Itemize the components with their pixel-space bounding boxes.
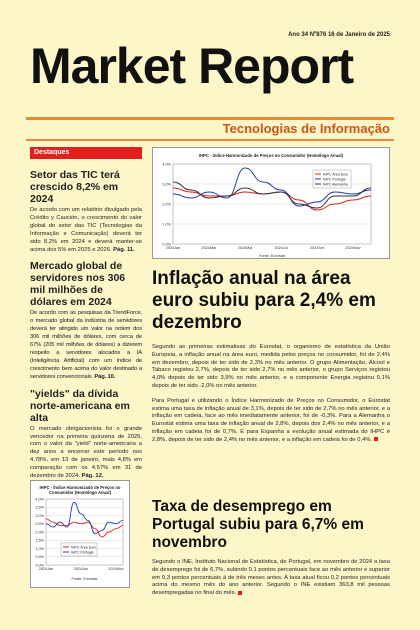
sidebar-item — [30, 260, 142, 381]
x-tick-label: 2024Mai — [237, 245, 253, 250]
sidebar-item — [30, 388, 142, 481]
y-tick-label: 4,0% — [162, 162, 171, 167]
masthead-title: Market Report — [30, 38, 354, 94]
top-chart-plot — [153, 160, 389, 258]
sidebar-item-title: Mercado global de servidores nos 306 mil milhões de dólares em 2024 — [30, 260, 126, 309]
x-tick-label: 2024Jan — [38, 566, 54, 571]
x-tick-label: 2024Jul — [274, 245, 288, 250]
subtitle-rule — [26, 139, 394, 141]
legend-label: IHPC Portugal — [323, 177, 346, 182]
y-tick-label: 4,0% — [35, 497, 44, 502]
article-title: Inflação anual na área euro subiu para 2,4% em dezembro — [152, 268, 376, 333]
small-chart-title-2: Consumidor (Homólogo Anual) — [49, 490, 111, 495]
sidebar-item-title: Setor das TIC terá crescido 8,2% em 2024 — [30, 169, 120, 205]
x-tick-label: 2024Jun — [73, 566, 89, 571]
y-tick-label: 2,0% — [162, 202, 171, 207]
x-tick-label: 2024Nov — [108, 566, 124, 571]
article-unemployment — [152, 498, 390, 598]
y-tick-label: 3,5% — [35, 505, 44, 510]
end-mark — [238, 591, 242, 595]
sidebar-item-title: "yields" da dívida norte-americana em alta — [30, 387, 130, 424]
top-chart-title: IHPC - Índice Harmonizado de Preços no Consumidor (Homólogo Anual) — [198, 153, 344, 158]
chart-source: Fonte: Eurostat — [259, 254, 285, 258]
end-mark — [374, 437, 378, 441]
small-chart-title-1: IHPC - Índice Harmonizado de Preços no — [39, 485, 121, 490]
article-inflation — [152, 268, 390, 445]
x-tick-label: 2024Jan — [165, 245, 181, 250]
legend-label: IHPC Área Euro — [71, 545, 97, 550]
y-tick-label: 1,5% — [35, 538, 44, 543]
y-tick-label: 3,0% — [35, 513, 44, 518]
y-tick-label: 2,0% — [35, 530, 44, 535]
y-tick-label: 3,0% — [162, 182, 171, 187]
legend-label: IHPC Alemanha — [323, 182, 348, 187]
sidebar-item-text: O mercado obrigacionista foi o grande vencedor na primeira quinzena de 2025, com o valor da "yield" norte-americana a dez anos a encerrar este período nos 4,78%, em 13 de janeiro, mais 4,8% em comparação com os 4,57% em 31 de dezembro de 2024. Pág. 12. — [30, 425, 142, 480]
y-tick-label: 0,0% — [35, 563, 44, 568]
sidebar — [30, 147, 142, 481]
y-tick-label: 1,0% — [35, 546, 44, 551]
article-paragraph: Segundo o INE, Instituto Nacional de Estatística, de Portugal, em novembro de 2024 a taxa de desemprego foi de 6,7%, subindo 0,1 pontos percentuais face ao mês anterior e superior em 0,3 pontos percentuais à de três meses antes. A taxa atual ficou 0,2 pontos percentuais acima do mesmo mês do ano anterior. Segundo o INE existiam 363,8 mil pessoas desempregadas no final do mês. — [152, 559, 390, 597]
x-tick-label: 2024Mar — [201, 245, 217, 250]
legend-label: IHPC Portugal — [71, 550, 94, 555]
sidebar-item-text: De acordo com um relatório divulgado pela Crédito y Caución, o crescimento do valor global do setor das TIC (Tecnologias da Informação e Comunicação) deverá ter sido 8,2% em 2024 e deverá manter-se acima dos 5% em 2025 e 2026. Pág. 11. — [30, 207, 142, 253]
destaques-label: Destaques — [30, 147, 142, 159]
section-subtitle: Tecnologias de Informação — [222, 121, 390, 136]
legend-label: IHPC Área Euro — [323, 172, 349, 177]
sidebar-item-text: De acordo com as pesquisas da TrendForce, o mercado global da indústria de servidores deverá ter atingido um valor na ordem dos 306 mil milhões de dólares, com cerca de 67% (205 mil milhões de dólares) a dizerem respeito a servidores alocados a IA (Inteligência Artificial) com um índice de crescimento bem acima do valor destinado a servidores convencionais. Pág. 10. — [30, 310, 142, 380]
sidebar-item — [30, 169, 142, 254]
small-chart — [30, 480, 130, 588]
masthead-rule — [26, 117, 394, 120]
y-tick-label: 0,5% — [35, 555, 44, 560]
article-paragraph: Segundo as primeiras estimativas do Eurostat, o organismo de estatística da União Europeia, a inflação anual na área euro, medida pelos preços no consumidor, foi de 2,4% em dezembro, depois de ter sido de 2,3% no mês anterior. O grupo Alimentação, Álcool e Tabaco registou 2,7%, depois de ter sido 2,7% no mês anterior, o grupo Serviços registou 4,0% depois de ter sido 3,9% no mês anterior, e a componente Energia registou 0,1% depois de ter sido -2,0% no mês anterior. — [152, 344, 390, 389]
y-tick-label: 1,0% — [162, 222, 171, 227]
chart-source: Fonte: Eurostat — [71, 577, 98, 581]
issue-info: Ano 34 Nº876 16 de Janeiro de 2025 — [288, 32, 390, 38]
x-tick-label: 2024Set — [309, 245, 325, 250]
y-tick-label: 2,5% — [35, 522, 44, 527]
y-tick-label: 0,0% — [162, 242, 171, 247]
top-chart — [152, 147, 390, 259]
x-tick-label: 2024Nov — [345, 245, 361, 250]
small-chart-plot — [31, 495, 129, 581]
article-paragraph: Para Portugal e utilizando o Índice Harmonizado de Preços no Consumidor, o Eurostat estima uma taxa de inflação anual de 3,1%, depois de ter sido de 2,7% no mês anterior, e a inflação em cadeia, face ao mês imediatamente anterior, foi de -0,3%. Para a Alemanha o Eurostat estima uma taxa de inflação anual de 2,8%, depois dos 2,4% no mês anterior, e a inflação em cadeia foi de 0,7%. E para Espanha a evolução anual estimada do IHPC é 2,8%, depois de ter sido de 2,4% no mês anterior, e a inflação em cadeia foi de 0,4%. — [152, 397, 390, 443]
article-title: Taxa de desemprego em Portugal subiu para 6,7% em novembro — [152, 498, 364, 551]
